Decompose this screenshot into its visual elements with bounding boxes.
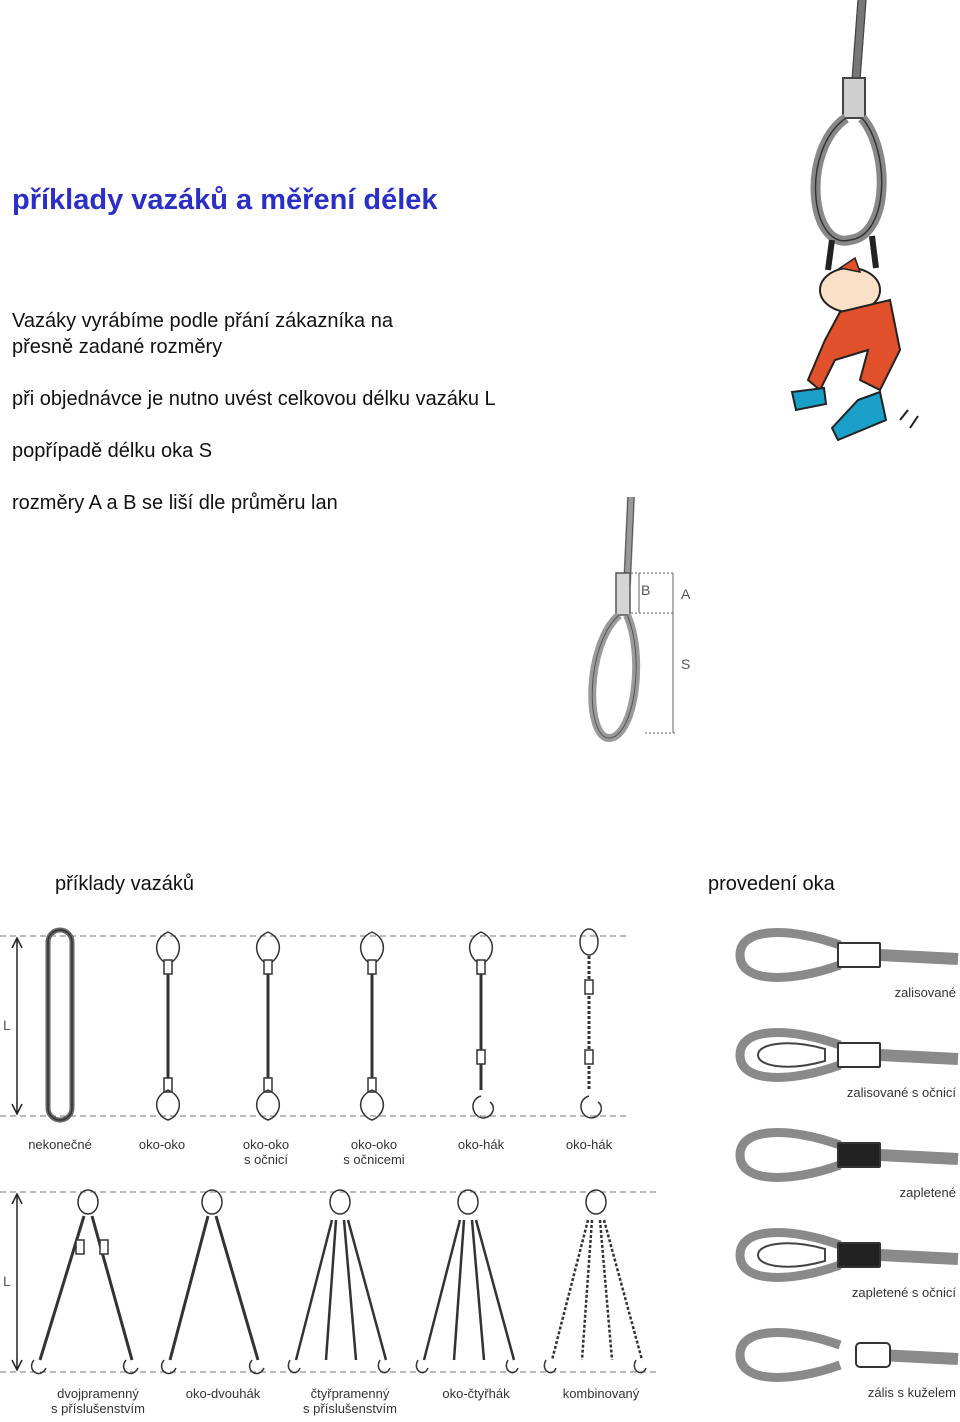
eye-type-item [740, 1233, 958, 1300]
eye-type-label: zapletené s očnicí [851, 1285, 956, 1300]
sling-label: s příslušenstvím [51, 1401, 145, 1416]
thimble [758, 1043, 825, 1066]
sling-label: s příslušenstvím [303, 1401, 397, 1416]
section-title-slings: příklady vazáků [55, 873, 194, 895]
sling-label: s očnicemi [343, 1152, 405, 1167]
eye-ferrule [838, 943, 880, 967]
eye-type-item [740, 1133, 958, 1200]
sling-label: oko-hák [565, 1137, 613, 1152]
sling-eye-eye [157, 932, 180, 1120]
length-label-row1: L [3, 1017, 11, 1033]
wire-rope [880, 955, 958, 959]
sling-eye-two-hook [162, 1190, 264, 1373]
sling-label: čtyřpramenný [310, 1386, 390, 1401]
eye-type-item [740, 1033, 958, 1100]
sling-label: nekonečné [28, 1137, 92, 1152]
eye-ferrule [838, 1243, 880, 1267]
sling-label: kombinovaný [562, 1386, 640, 1401]
eye-type-label: zapletené [899, 1185, 956, 1200]
sling-label: oko-oko [138, 1137, 186, 1152]
wire-rope [880, 1155, 958, 1159]
sling-label: dvojpramenný [57, 1386, 139, 1401]
wire-rope [880, 1055, 958, 1059]
section-title-eye-types: provedení oka [708, 873, 835, 895]
sling-two-leg-accessories [32, 1190, 138, 1373]
eye-type-item [740, 1333, 958, 1400]
sling-label: s očnicí [243, 1152, 289, 1167]
sling-four-leg-accessories [288, 1190, 390, 1373]
intro-paragraph [12, 308, 393, 360]
sling-label: oko-čtyřhák [442, 1386, 510, 1401]
eye-types-diagram [730, 925, 960, 1415]
sling-eye-eye-thimble [257, 932, 280, 1120]
label-a: A [681, 586, 691, 602]
length-label-row2: L [3, 1273, 11, 1289]
eye-ferrule [838, 1043, 880, 1067]
eye-length-note: popřípadě délku oka S [12, 440, 213, 462]
sling-eye-hook [470, 932, 494, 1118]
thimble [758, 1243, 825, 1266]
sling-label: oko-oko [350, 1137, 398, 1152]
wire-eye-loop [740, 1133, 840, 1178]
eye-ferrule [838, 1143, 880, 1167]
eye-type-label: zális s kuželem [867, 1385, 956, 1400]
sling-combined [544, 1190, 646, 1373]
sling-label: oko-hák [457, 1137, 505, 1152]
dimensions-note: rozměry A a B se liší dle průměru lan [12, 492, 338, 514]
eye-ferrule [856, 1343, 890, 1367]
sling-examples-diagram [0, 920, 660, 1420]
wire-eye-loop [740, 1333, 840, 1378]
wire-rope [880, 1255, 958, 1259]
page-title: příklady vazáků a měření délek [12, 184, 438, 216]
hanging-man-illustration [780, 0, 960, 460]
eye-dimension-diagram [585, 495, 705, 745]
eye-type-label: zalisované s očnicí [846, 1085, 956, 1100]
eye-type-item [740, 933, 958, 1000]
wire-rope [880, 1355, 958, 1359]
sling-label: oko-oko [242, 1137, 290, 1152]
sling-label: oko-dvouhák [185, 1386, 261, 1401]
wire-eye-loop [740, 933, 840, 978]
intro-line-1: Vazáky vyrábíme podle přání zákazníka na [12, 310, 393, 332]
sling-eye-four-hook [416, 1190, 518, 1373]
eye-type-label: zalisované [894, 985, 956, 1000]
intro-line-2: přesně zadané rozměry [12, 336, 223, 358]
label-s: S [681, 656, 691, 672]
sling-eye-hook-chain [580, 929, 601, 1118]
sling-eye-eye-thimbles [361, 932, 384, 1120]
order-note: při objednávce je nutno uvést celkovou délku vazáku L [12, 388, 496, 410]
label-b: B [641, 582, 651, 598]
